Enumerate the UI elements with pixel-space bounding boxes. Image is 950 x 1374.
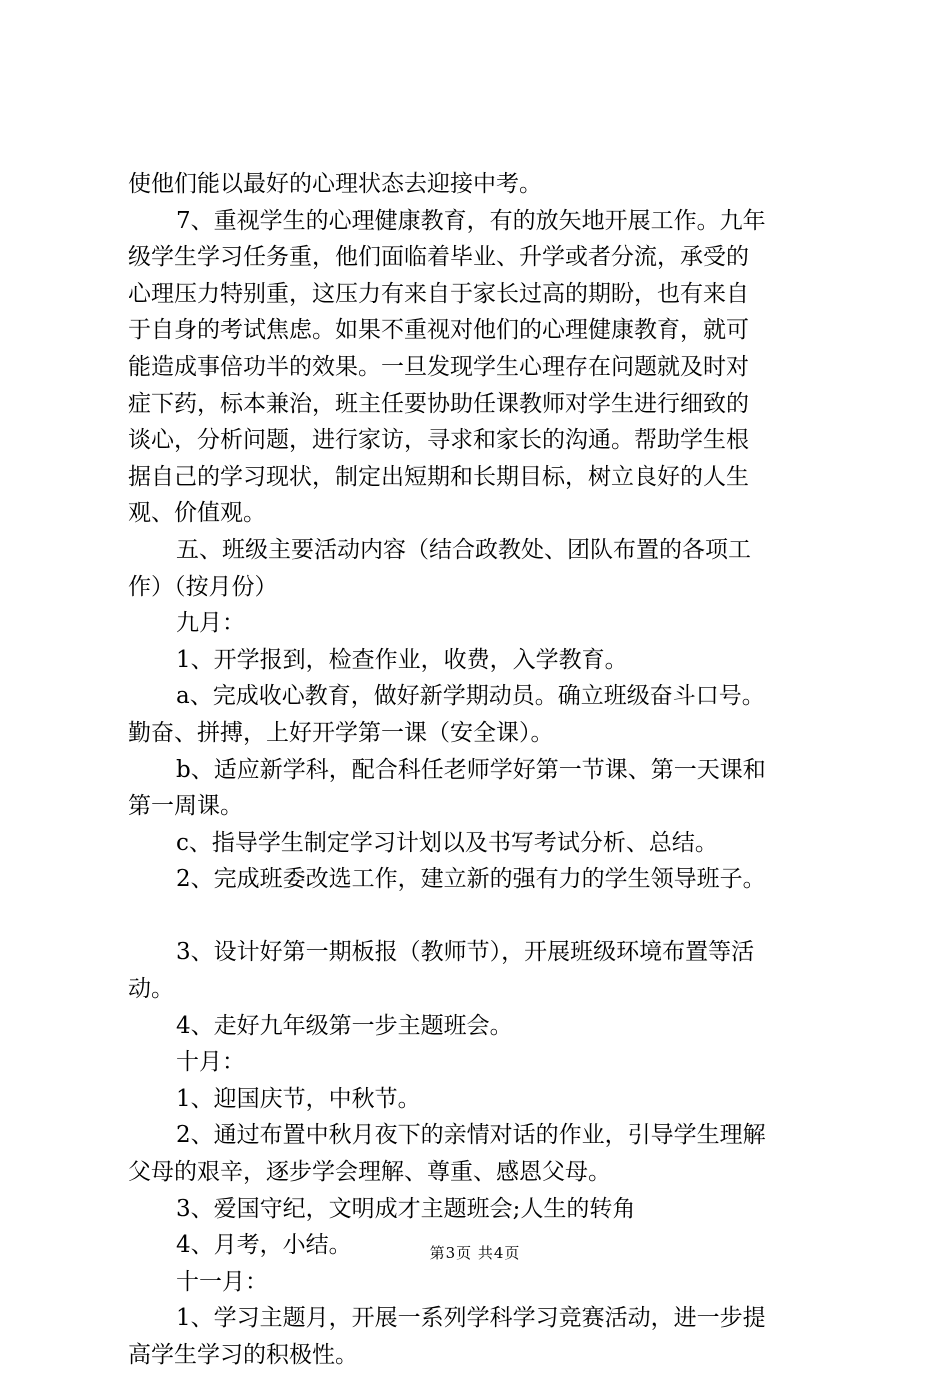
text-line: 1、迎国庆节，中秋节。: [176, 1085, 421, 1112]
text-line: 2、完成班委改选工作，建立新的强有力的学生领导班子。: [176, 866, 766, 893]
text-line: 五、班级主要活动内容（结合政教处、团队布置的各项工: [176, 536, 751, 563]
text-line: 动。: [128, 976, 174, 1003]
text-line: 父母的艰辛，逐步学会理解、尊重、感恩父母。: [128, 1159, 611, 1186]
text-line: b、适应新学科，配合科任老师学好第一节课、第一天课和: [176, 756, 766, 783]
text-line: a、完成收心教育，做好新学期动员。确立班级奋斗口号。: [176, 683, 765, 710]
text-line: 于自身的考试焦虑。如果不重视对他们的心理健康教育，就可: [128, 317, 749, 344]
text-line: 第一周课。: [128, 793, 243, 820]
text-line: 观、价值观。: [128, 500, 266, 527]
text-line: 7、重视学生的心理健康教育，有的放矢地开展工作。九年: [176, 207, 766, 234]
text-line: 勤奋、拼搏，上好开学第一课（安全课）。: [128, 719, 554, 746]
text-line: c、指导学生制定学习计划以及书写考试分析、总结。: [176, 829, 718, 856]
text-line: 4、走好九年级第一步主题班会。: [176, 1012, 513, 1039]
document-body: [128, 166, 824, 1374]
text-line: 作）（按月份）: [128, 573, 278, 600]
text-line: 使他们能以最好的心理状态去迎接中考。: [128, 171, 542, 197]
text-line: 十月：: [176, 1049, 245, 1076]
text-line: 1、学习主题月，开展一系列学科学习竞赛活动，进一步提: [176, 1305, 766, 1332]
text-line: 高学生学习的积极性。: [128, 1342, 358, 1368]
text-line: 2、通过布置中秋月夜下的亲情对话的作业，引导学生理解: [176, 1122, 766, 1149]
page-footer: 第3页 共4页: [429, 1244, 521, 1262]
text-line: 九月：: [176, 610, 245, 637]
text-line: 4、月考，小结。: [176, 1232, 352, 1259]
text-line: 级学生学习任务重，他们面临着毕业、升学或者分流，承受的: [128, 244, 749, 271]
text-line: 3、爱国守纪，文明成才主题班会;人生的转角: [176, 1195, 636, 1222]
text-line: 症下药，标本兼治，班主任要协助任课教师对学生进行细致的: [128, 390, 749, 417]
blank-line: [128, 898, 824, 935]
text-line: 1、开学报到，检查作业，收费，入学教育。: [176, 646, 628, 673]
text-line: 能造成事倍功半的效果。一旦发现学生心理存在问题就及时对: [128, 353, 749, 380]
text-line: 十一月：: [176, 1268, 268, 1295]
text-line: 据自己的学习现状，制定出短期和长期目标，树立良好的人生: [128, 463, 749, 490]
text-line: 3、设计好第一期板报（教师节），开展班级环境布置等活: [176, 939, 755, 966]
text-line: 心理压力特别重，这压力有来自于家长过高的期盼，也有来自: [128, 280, 749, 307]
text-line: 谈心，分析问题，进行家访，寻求和家长的沟通。帮助学生根: [128, 427, 749, 454]
